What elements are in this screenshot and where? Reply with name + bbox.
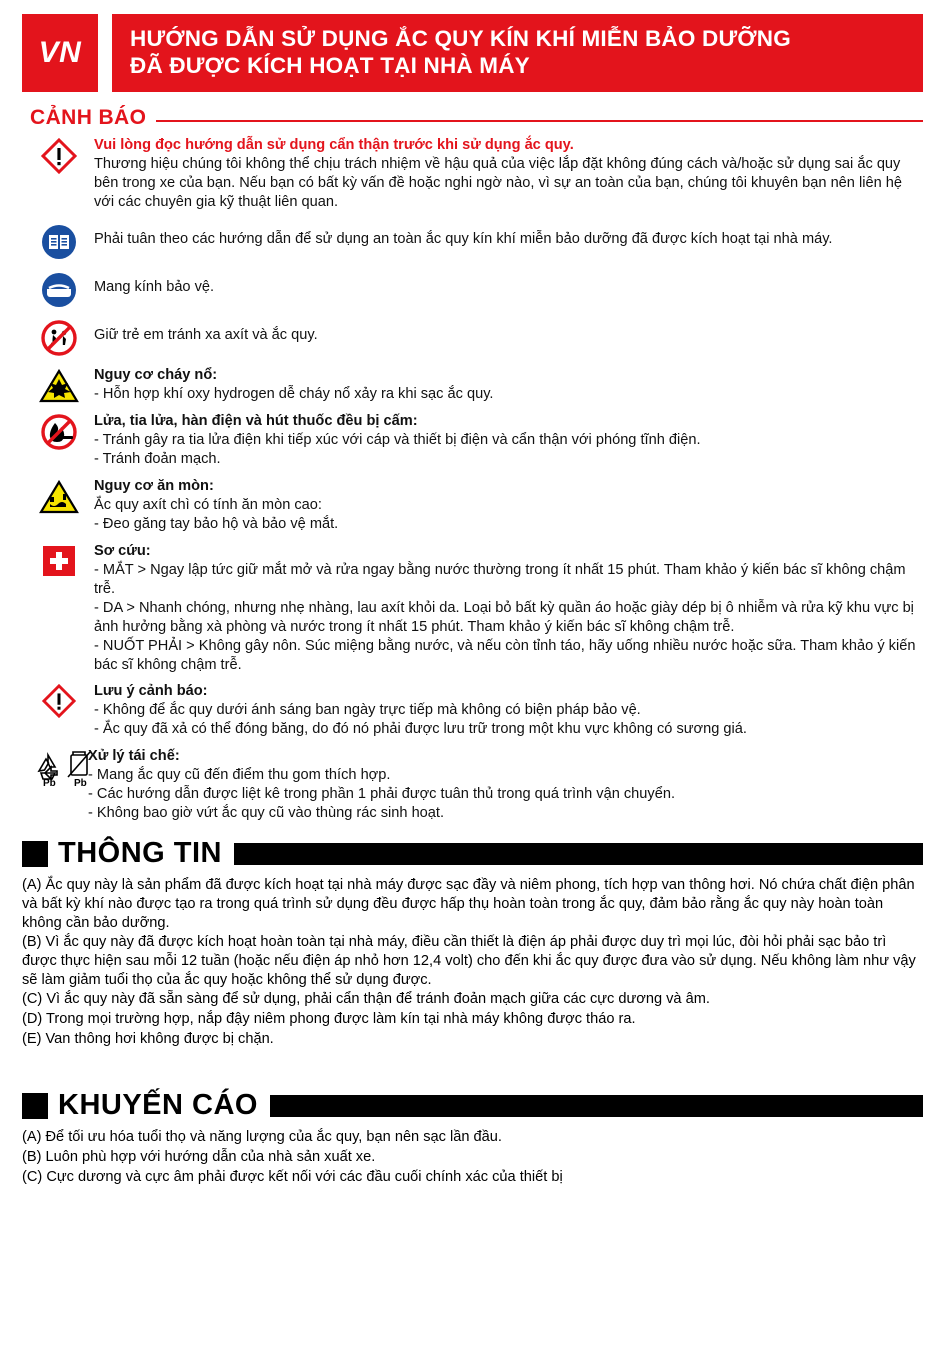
square-marker-icon xyxy=(22,841,48,867)
recommendation-paragraph: (C) Cực dương và cực âm phải được kết nối với các đầu cuối chính xác của thiết bị xyxy=(22,1168,563,1185)
warning-item xyxy=(22,682,923,739)
safety-goggles-icon xyxy=(30,270,88,308)
explosion-hazard-icon xyxy=(30,366,88,404)
warning-item xyxy=(22,136,923,212)
warning-item xyxy=(22,542,923,675)
language-badge: VN xyxy=(22,14,98,92)
warning-item xyxy=(22,477,923,534)
warning-section-rule xyxy=(156,120,923,122)
warning-item-line: - Tránh gây ra tia lửa điện khi tiếp xúc với cáp và thiết bị điện và cẩn thận với phóng tĩnh điện. xyxy=(94,431,701,448)
warning-item xyxy=(22,270,923,308)
information-paragraph: (E) Van thông hơi không được bị chặn. xyxy=(22,1030,274,1047)
warning-item-line: - Ắc quy đã xả có thể đóng băng, do đó nó phải được lưu trữ trong một khu vực không có sương giá. xyxy=(94,721,747,738)
warning-item-line: - DA > Nhanh chóng, nhưng nhẹ nhàng, lau axít khỏi da. Loại bỏ bất kỳ quần áo hoặc giày dép bị ô nhiễm và rửa kỹ khu vực bị ảnh hưởng bằng xà phòng và nước trong ít nhất 15 phút. Tham khảo ý kiến bác sĩ không chậm trễ. xyxy=(94,599,914,635)
warning-section-label: CẢNH BÁO xyxy=(30,106,147,129)
warning-item xyxy=(22,366,923,404)
warning-item xyxy=(22,412,923,469)
information-paragraph: (B) Vì ắc quy này đã được kích hoạt hoàn toàn tại nhà máy, điều cần thiết là điện áp phải được duy trì mọi lúc, đòi hỏi phải sạc bảo trì được thực hiện sau mỗi 12 tuần (hoặc nếu điện áp nhỏ hơn 12,4 volt) cho đến khi ắc quy được đưa vào sử dụng. Nếu không làm như vậy sẽ làm giảm tuổi thọ của ắc quy hoặc không thể sử dụng được. xyxy=(22,934,916,988)
page-title xyxy=(112,14,923,92)
warning-item-line: - NUỐT PHẢI > Không gây nôn. Súc miệng bằng nước, và nếu còn tỉnh táo, hãy uống nhiều nước hoặc sữa. Tham khảo ý kiến bác sĩ không chậm trễ. xyxy=(94,637,916,673)
warning-item-lead: Vui lòng đọc hướng dẫn sử dụng cẩn thận trước khi sử dụng ắc quy. xyxy=(94,137,574,153)
recommendation-heading: KHUYẾN CÁO xyxy=(58,1089,258,1122)
warning-item-lead: Lửa, tia lửa, hàn điện và hút thuốc đều bị cấm: xyxy=(94,412,418,429)
warning-item-line: Thương hiệu chúng tôi không thể chịu trách nhiệm về hậu quả của việc lắp đặt không đúng cách và/hoặc sử dụng sai ắc quy bên trong xe của bạn. Nếu bạn có bất kỳ vấn đề hoặc nghi ngờ nào, vì sự an toàn của bạn, chúng tôi khuyên bạn nên liên hệ với các chuyên gia kỹ thuật liên quan. xyxy=(94,155,902,210)
warning-section-header xyxy=(30,106,923,130)
warning-item-line: - Các hướng dẫn được liệt kê trong phần 1 phải được tuân thủ trong quá trình vận chuyển. xyxy=(88,786,675,803)
warning-item xyxy=(22,747,923,823)
page-title-line1: HƯỚNG DẪN SỬ DỤNG ẮC QUY KÍN KHÍ MIỄN BẢO DƯỠNG xyxy=(130,26,791,52)
information-body xyxy=(22,876,923,1048)
warning-item-line: Ắc quy axít chì có tính ăn mòn cao: xyxy=(94,496,322,513)
warning-item-lead: Sơ cứu: xyxy=(94,542,151,559)
warning-item-line: - Hỗn hợp khí oxy hydrogen dễ cháy nổ xảy ra khi sạc ắc quy. xyxy=(94,385,494,402)
no-fire-no-smoking-icon xyxy=(30,412,88,450)
warning-item-line: - Không để ắc quy dưới ánh sáng ban ngày trực tiếp mà không có biện pháp bảo vệ. xyxy=(94,702,641,719)
warning-item-lead: Nguy cơ cháy nổ: xyxy=(94,366,218,383)
warning-item-lead: Lưu ý cảnh báo: xyxy=(94,683,208,700)
warning-item-line: Phải tuân theo các hướng dẫn để sử dụng an toàn ắc quy kín khí miễn bảo dưỡng đã được kích hoạt tại nhà máy. xyxy=(94,230,833,247)
warning-item-line: - Đeo găng tay bảo hộ và bảo vệ mắt. xyxy=(94,515,339,532)
information-paragraph: (A) Ắc quy này là sản phẩm đã được kích hoạt tại nhà máy được sạc đầy và niêm phong, tích hợp van thông hơi. Nó chứa chất điện phân và bất kỳ khí nào được tạo ra trong quá trình sử dụng đều được hấp thụ hoàn toàn trong ắc quy, đảm bảo rằng ắc quy này hoàn toàn không cần bảo dưỡng. xyxy=(22,877,915,931)
warning-item xyxy=(22,222,923,260)
warning-item-line: Giữ trẻ em tránh xa axít và ắc quy. xyxy=(94,326,318,343)
recommendation-header-bar xyxy=(270,1095,923,1117)
warning-item-lead: Xử lý tái chế: xyxy=(88,748,180,765)
corrosive-hazard-icon xyxy=(30,477,88,515)
svg-text:Pb: Pb xyxy=(43,778,56,788)
information-section-header xyxy=(22,837,923,870)
exclamation-diamond-icon xyxy=(30,136,88,174)
no-children-icon xyxy=(30,318,88,356)
first-aid-icon xyxy=(30,542,88,578)
recommendation-body xyxy=(22,1128,923,1186)
warning-item-lead: Nguy cơ ăn mòn: xyxy=(94,477,214,494)
page-title-line2: ĐÃ ĐƯỢC KÍCH HOẠT TẠI NHÀ MÁY xyxy=(130,53,530,78)
information-paragraph: (C) Vì ắc quy này đã sẵn sàng để sử dụng, phải cẩn thận để tránh đoản mạch giữa các cực dương và âm. xyxy=(22,991,710,1008)
information-heading: THÔNG TIN xyxy=(58,837,222,870)
recommendation-section-header xyxy=(22,1089,923,1122)
recommendation-paragraph: (A) Để tối ưu hóa tuổi thọ và năng lượng của ắc quy, bạn nên sạc lần đầu. xyxy=(22,1129,502,1146)
square-marker-icon xyxy=(22,1093,48,1119)
warning-item-line: - Mang ắc quy cũ đến điểm thu gom thích hợp. xyxy=(88,767,391,784)
information-header-bar xyxy=(234,843,923,865)
section-spacer xyxy=(22,1049,923,1075)
warning-item-line: - Không bao giờ vứt ắc quy cũ vào thùng rác sinh hoạt. xyxy=(88,805,445,822)
document-header xyxy=(22,14,923,92)
read-manual-icon xyxy=(30,222,88,260)
warning-item-line: - MẮT > Ngay lập tức giữ mắt mở và rửa ngay bằng nước thường trong ít nhất 15 phút. Tham khảo ý kiến bác sĩ không chậm trễ. xyxy=(94,561,906,597)
svg-text:Pb: Pb xyxy=(74,778,87,788)
information-paragraph: (D) Trong mọi trường hợp, nắp đậy niêm phong được làm kín tại nhà máy không được tháo ra. xyxy=(22,1010,636,1027)
warning-item-line: Mang kính bảo vệ. xyxy=(94,278,215,295)
recommendation-paragraph: (B) Luôn phù hợp với hướng dẫn của nhà sản xuất xe. xyxy=(22,1148,376,1165)
exclamation-diamond-icon xyxy=(30,682,88,718)
warning-item xyxy=(22,318,923,356)
warning-item-line: - Tránh đoản mạch. xyxy=(94,450,221,467)
